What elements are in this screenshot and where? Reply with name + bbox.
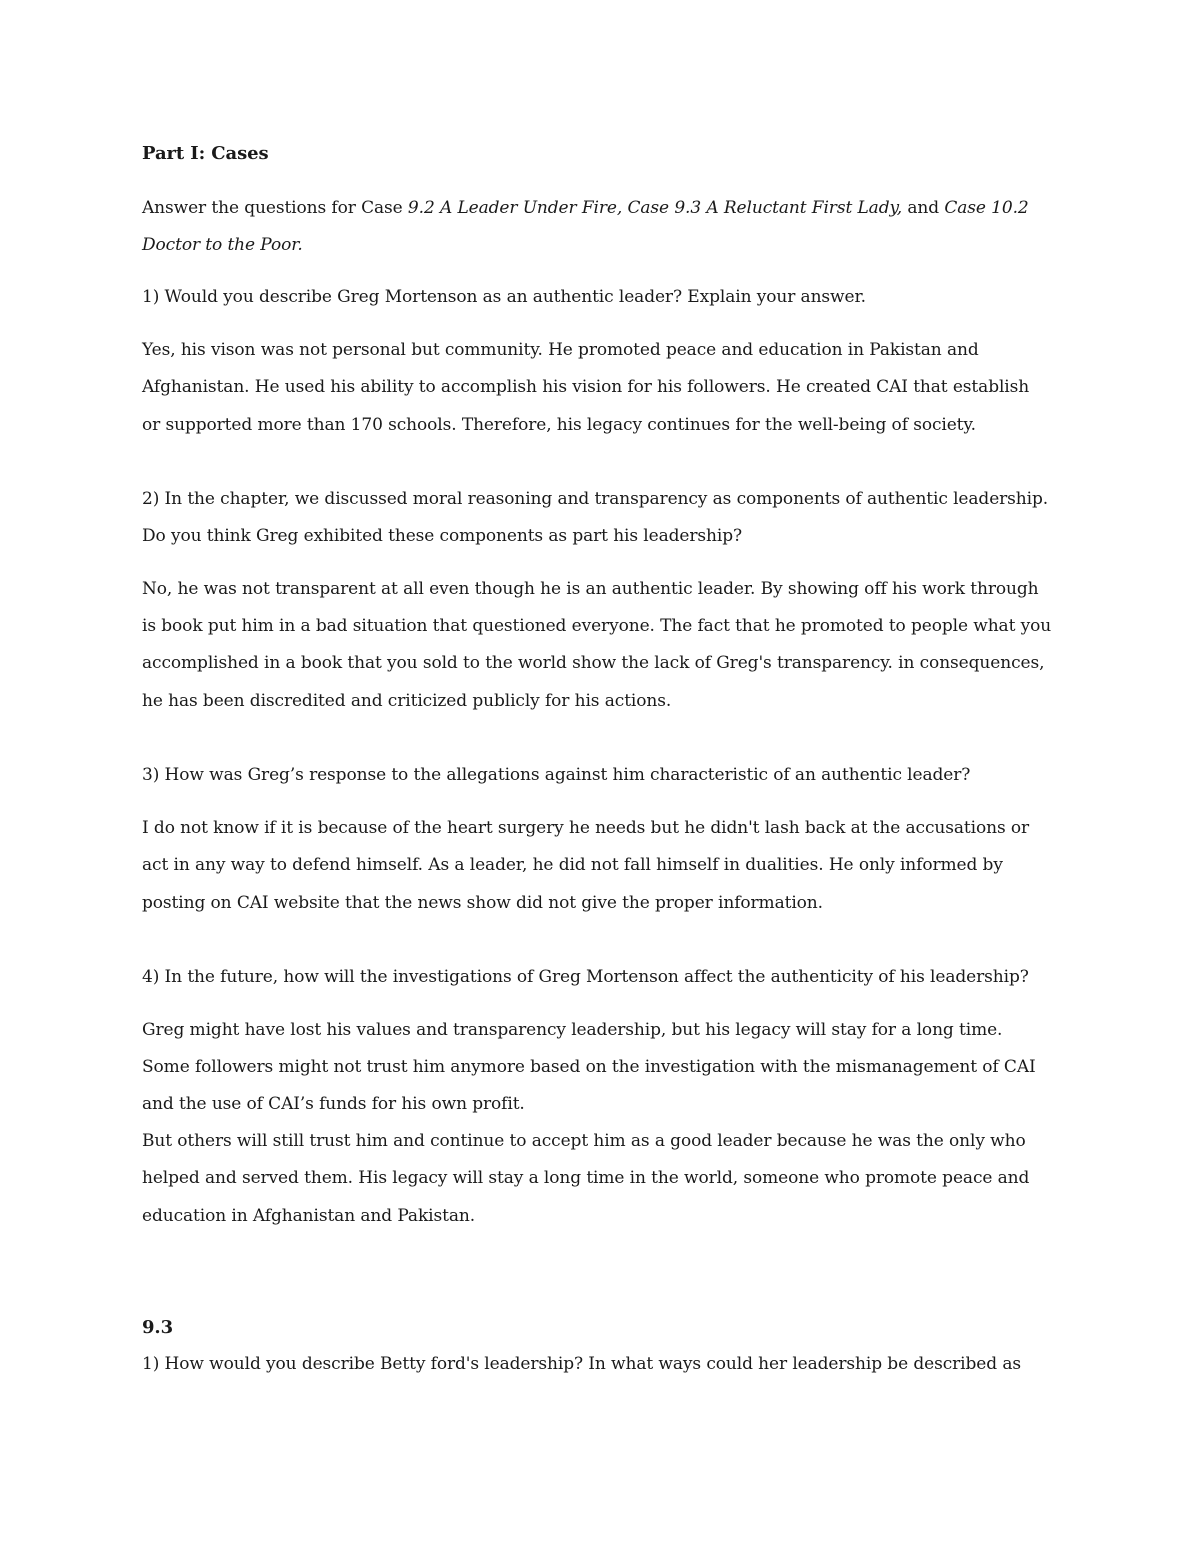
page-heading: Part I: Cases — [142, 143, 269, 164]
q4-question: 4) In the future, how will the investigations of Greg Mortenson affect the authenticity of his leadership? — [142, 967, 1029, 987]
q3-answer-line: I do not know if it is because of the heart surgery he needs but he didn't lash back at the accusations or — [142, 818, 1030, 838]
q1-question: 1) Would you describe Greg Mortenson as an authentic leader? Explain your answer. — [142, 287, 866, 307]
intro-line-1 — [142, 197, 1029, 219]
q2-question-line: 2) In the chapter, we discussed moral reasoning and transparency as components of authentic leadership. — [142, 489, 1049, 509]
q4-answer-line: helped and served them. His legacy will stay a long time in the world, someone who promote peace and — [142, 1168, 1030, 1188]
intro-case-10-2: Case 10.2 — [944, 198, 1029, 218]
q4-answer-line: Some followers might not trust him anymore based on the investigation with the mismanagement of CAI — [142, 1057, 1036, 1077]
section-9-3-question: 1) How would you describe Betty ford's leadership? In what ways could her leadership be described as — [142, 1354, 1021, 1374]
q3-answer-line: posting on CAI website that the news show did not give the proper information. — [142, 893, 823, 913]
intro-and: and — [902, 198, 945, 218]
q3-question: 3) How was Greg’s response to the allegations against him characteristic of an authentic leader? — [142, 765, 971, 785]
q1-answer-line: Yes, his vison was not personal but community. He promoted peace and education in Pakistan and — [142, 340, 979, 360]
q1-answer-line: or supported more than 170 schools. Therefore, his legacy continues for the well-being of society. — [142, 415, 976, 435]
intro-prefix: Answer the questions for Case — [142, 198, 408, 218]
q4-answer-line: education in Afghanistan and Pakistan. — [142, 1206, 476, 1226]
intro-case-9-2: 9.2 A Leader Under Fire, — [407, 198, 623, 218]
intro-line-2: Doctor to the Poor. — [142, 235, 303, 255]
q4-answer-line: Greg might have lost his values and transparency leadership, but his legacy will stay for a long time. — [142, 1020, 1003, 1040]
q3-answer-line: act in any way to defend himself. As a leader, he did not fall himself in dualities. He only informed by — [142, 855, 1003, 875]
q4-answer-line: But others will still trust him and continue to accept him as a good leader because he was the only who — [142, 1131, 1026, 1151]
q2-answer-line: accomplished in a book that you sold to the world show the lack of Greg's transparency. in consequences, — [142, 653, 1045, 673]
intro-case-9-3: Case 9.3 A Reluctant First Lady, — [622, 198, 903, 218]
q2-question-line: Do you think Greg exhibited these components as part his leadership? — [142, 526, 743, 546]
q4-answer-line: and the use of CAI’s funds for his own profit. — [142, 1094, 525, 1114]
q1-answer-line: Afghanistan. He used his ability to accomplish his vision for his followers. He created CAI that establish — [142, 377, 1030, 397]
q2-answer-line: is book put him in a bad situation that questioned everyone. The fact that he promoted to people what you — [142, 616, 1052, 636]
q2-answer-line: he has been discredited and criticized publicly for his actions. — [142, 691, 672, 711]
q2-answer-line: No, he was not transparent at all even though he is an authentic leader. By showing off his work through — [142, 579, 1039, 599]
section-9-3-heading: 9.3 — [142, 1317, 174, 1338]
